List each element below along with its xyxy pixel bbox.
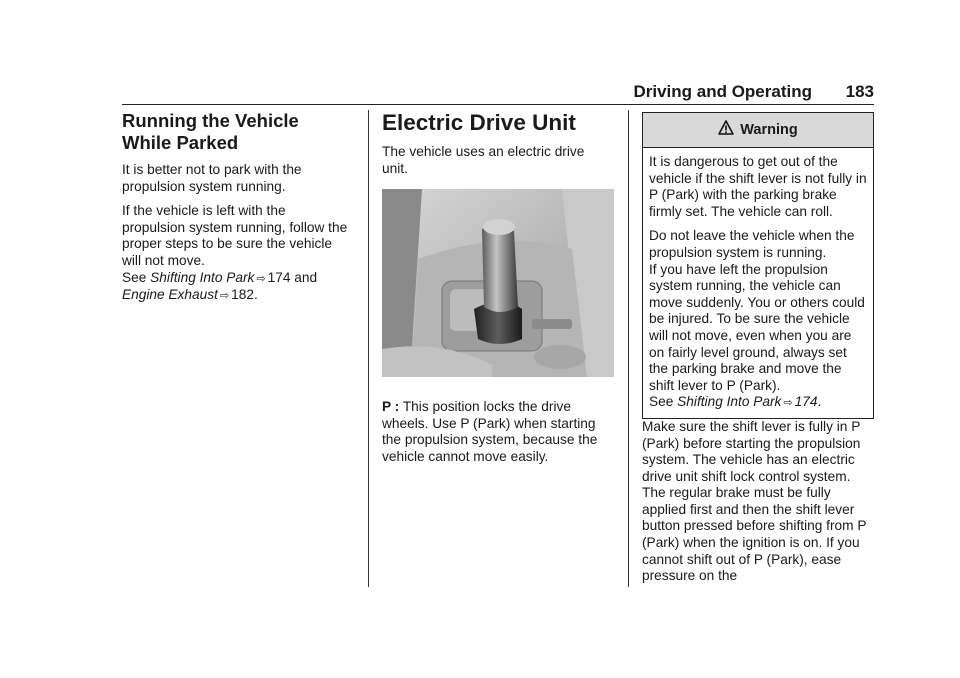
paragraph-text: If you have left the propulsion system running, the vehicle can move suddenly. You or others could be injured. To be sure the vehicle will not move, even when you are on fairly level ground, always set the parking brake and move the shift lever to P (Park). — [649, 261, 865, 393]
section-title: Driving and Operating — [633, 82, 812, 101]
paragraph — [122, 203, 352, 305]
column-1 — [122, 110, 352, 313]
warning-triangle-icon — [718, 120, 734, 141]
xref-page[interactable]: 174 — [267, 269, 291, 285]
reference-arrow-icon: ⇨ — [219, 290, 230, 303]
paragraph: It is dangerous to get out of the vehicle if the shift lever is not fully in P (Park) with the parking brake firmly set. The vehicle can roll. — [649, 154, 867, 219]
paragraph: It is better not to park with the propulsion system running. — [122, 162, 302, 194]
paragraph: Make sure the shift lever is fully in P (Park) before starting the propulsion system. The vehicle has an electric drive unit shift lock control system. The regular brake must be fully applied first and then the shift lever button pressed before shifting from P (Park) when the ignition is on. If you cannot shift out of P (Park), ease pressure on the — [642, 418, 867, 584]
see-label: See — [649, 394, 674, 410]
shift-lever-photo — [382, 189, 614, 377]
column-3 — [642, 110, 874, 593]
page-header — [122, 82, 874, 105]
position-description: This position locks the drive wheels. Use P (Park) when starting the propulsion system, because the vehicle cannot move easily. — [382, 399, 598, 464]
column-divider — [628, 110, 629, 587]
reference-arrow-icon: ⇨ — [783, 397, 793, 410]
position-label: P : — [382, 399, 400, 415]
page-number: 183 — [845, 82, 874, 101]
xref-link[interactable]: Shifting Into Park — [677, 394, 782, 410]
see-label: See — [122, 269, 147, 285]
section-heading: Electric Drive Unit — [382, 110, 576, 135]
paragraph: The vehicle uses an electric drive unit. — [382, 144, 585, 176]
conjunction: and — [294, 269, 318, 285]
paragraph-text: If the vehicle is left with the propulsion system running, follow the proper steps to be sure the vehicle will not move. — [122, 203, 348, 268]
punctuation: . — [817, 394, 822, 410]
section-heading: Running the Vehicle While Parked — [122, 110, 299, 153]
warning-body — [643, 148, 873, 418]
warning-header — [643, 113, 873, 148]
xref-link[interactable]: Engine Exhaust — [122, 287, 218, 303]
paragraph — [649, 228, 867, 412]
xref-page[interactable]: 174 — [794, 394, 818, 410]
warning-title: Warning — [740, 121, 798, 138]
paragraph — [382, 399, 614, 465]
paragraph-text: Do not leave the vehicle when the propulsion system is running. — [649, 228, 855, 260]
xref-page[interactable]: 182 — [231, 287, 254, 303]
column-divider — [368, 110, 369, 587]
column-2 — [382, 110, 614, 474]
punctuation: . — [253, 287, 258, 303]
xref-link[interactable]: Shifting Into Park — [150, 269, 255, 285]
reference-arrow-icon: ⇨ — [256, 272, 266, 285]
warning-box — [642, 112, 874, 419]
